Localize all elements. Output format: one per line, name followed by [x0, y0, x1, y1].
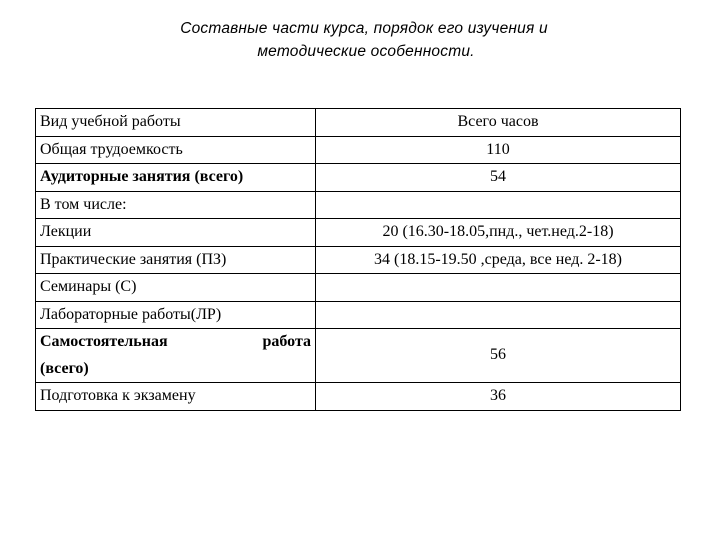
row-label: Семинары (С): [36, 274, 316, 302]
hours-table: [35, 108, 681, 411]
table-row: [36, 301, 681, 329]
row-value: 110: [316, 136, 681, 164]
row-value: 34 (18.15-19.50 ,среда, все нед. 2-18): [316, 246, 681, 274]
row-label: Лабораторные работы(ЛР): [36, 301, 316, 329]
page-title: [0, 17, 720, 63]
row-label-word: работа: [262, 333, 311, 350]
row-value: 20 (16.30-18.05,пнд., чет.нед.2-18): [316, 219, 681, 247]
title-line-2: методические особенности.: [257, 43, 475, 60]
row-label: Общая трудоемкость: [36, 136, 316, 164]
table-row: [36, 191, 681, 219]
row-value: [316, 191, 681, 219]
table-row: [36, 383, 681, 411]
row-value: [316, 301, 681, 329]
row-value: 56: [316, 329, 681, 383]
row-label-line: [40, 329, 311, 356]
row-value: Всего часов: [316, 109, 681, 137]
row-label-line: (всего): [40, 359, 89, 377]
table-row: [36, 109, 681, 137]
table-row: [36, 329, 681, 383]
row-label-word: Самостоятельная: [40, 333, 168, 350]
row-value: 54: [316, 164, 681, 192]
title-line-1: Составные части курса, порядок его изучения и: [180, 20, 548, 37]
row-value: 36: [316, 383, 681, 411]
table-row: [36, 274, 681, 302]
row-label: В том числе:: [36, 191, 316, 219]
row-label: Аудиторные занятия (всего): [36, 164, 316, 192]
table-row: [36, 246, 681, 274]
table-row: [36, 164, 681, 192]
row-label: Вид учебной работы: [36, 109, 316, 137]
table-row: [36, 136, 681, 164]
row-label: [36, 329, 316, 383]
row-label: Подготовка к экзамену: [36, 383, 316, 411]
row-label: Лекции: [36, 219, 316, 247]
row-label: Практические занятия (ПЗ): [36, 246, 316, 274]
table-row: [36, 219, 681, 247]
row-value: [316, 274, 681, 302]
